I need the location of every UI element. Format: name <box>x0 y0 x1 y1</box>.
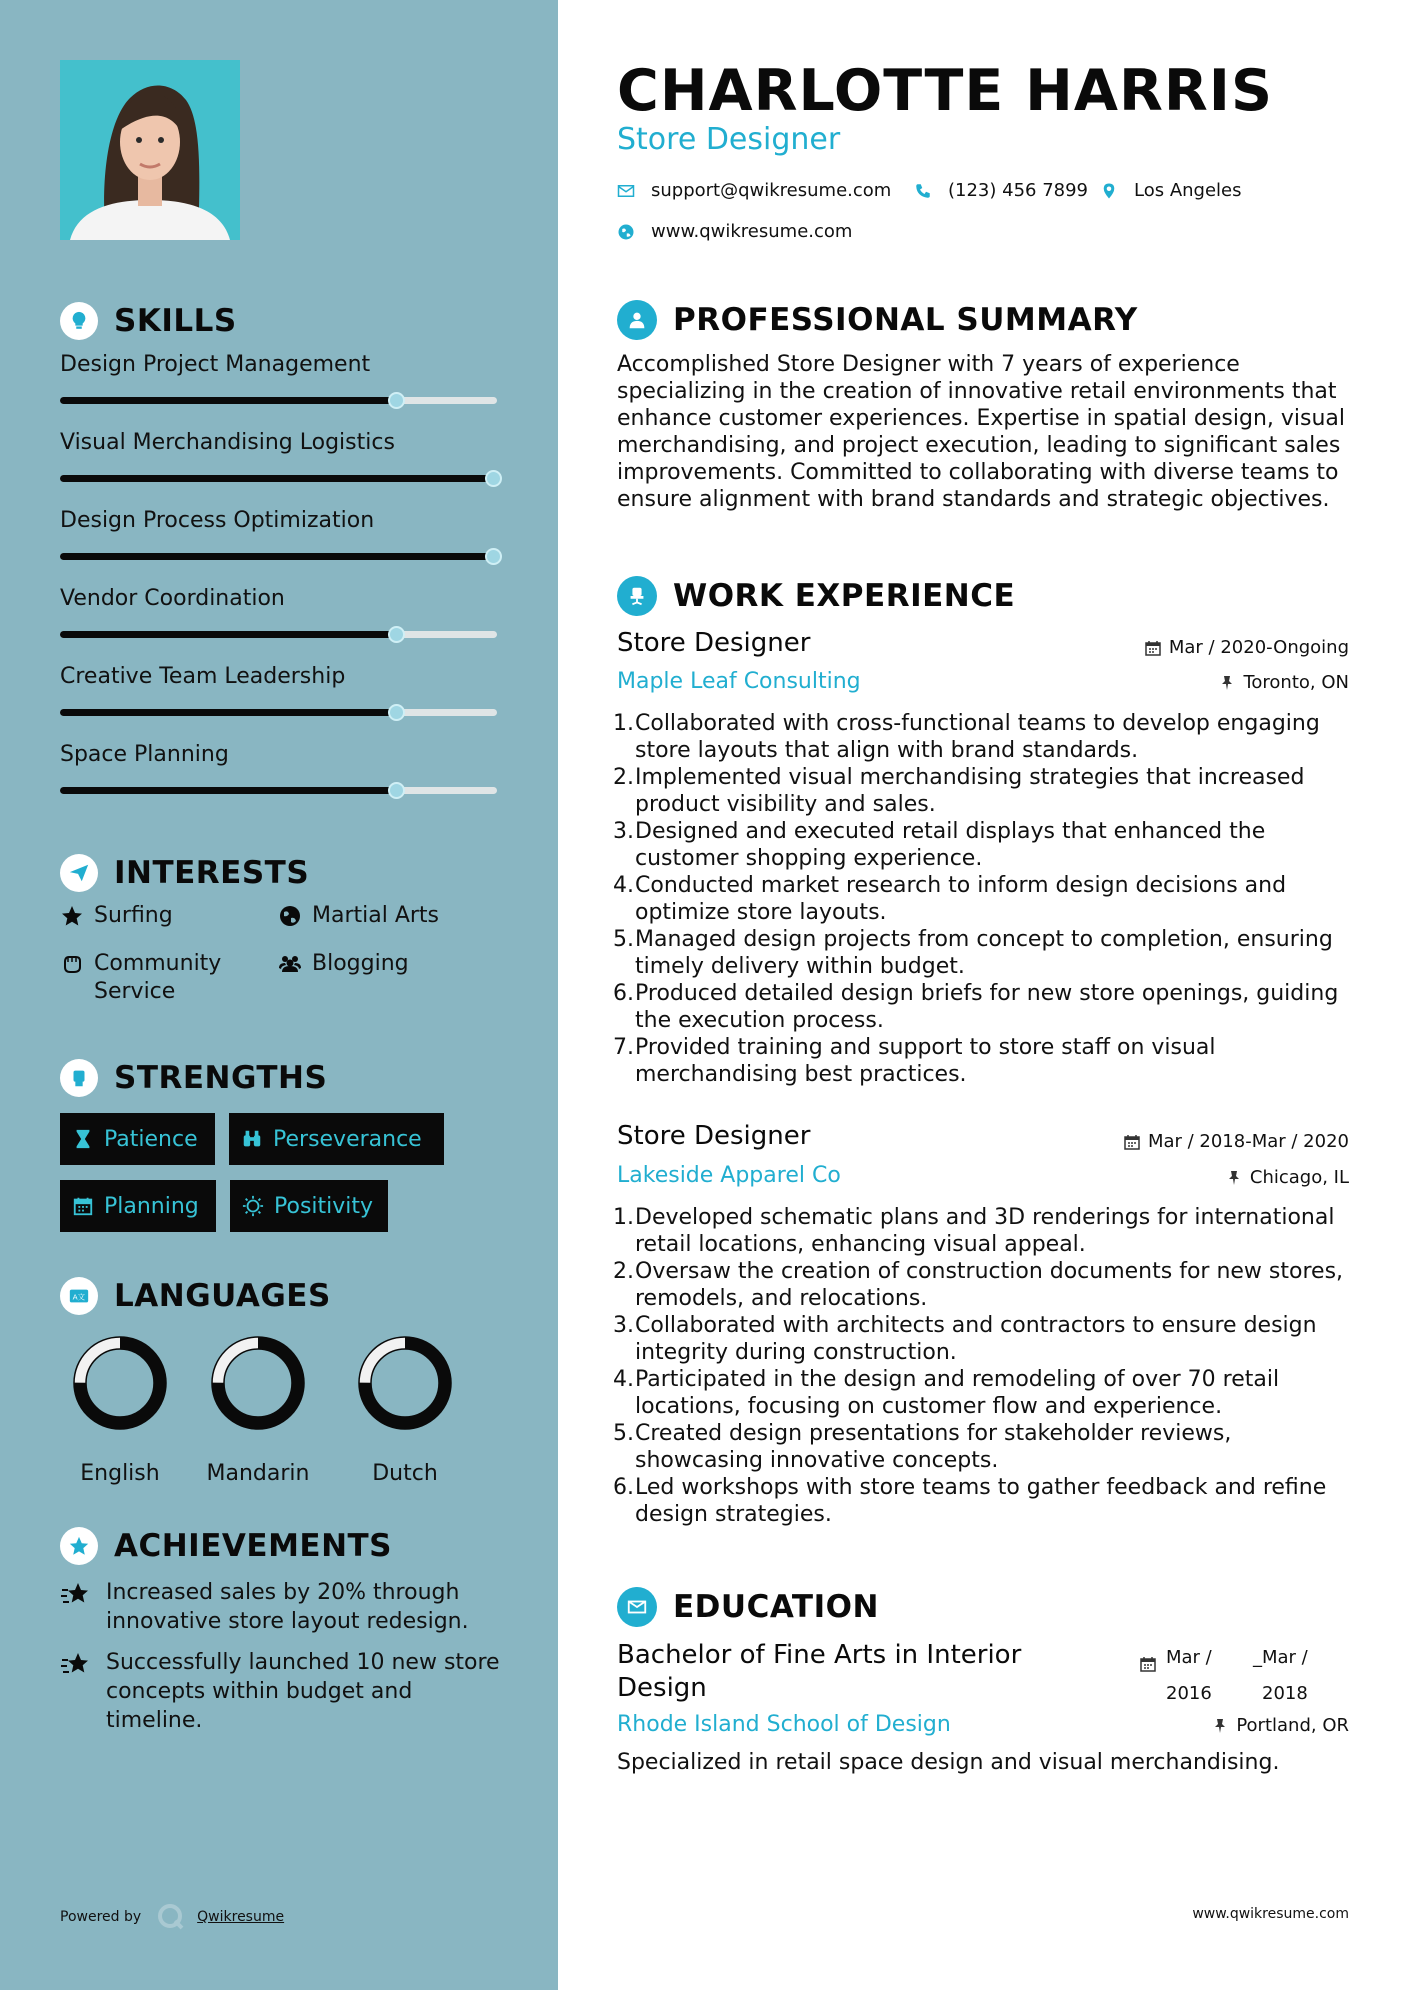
bullet-number: 6. <box>613 981 634 1006</box>
language-item <box>203 1333 313 1486</box>
bullet-number: 1. <box>613 1205 634 1230</box>
calendar-icon <box>1140 1656 1156 1676</box>
skill-bar-handle <box>485 548 502 565</box>
bullet-number: 7. <box>613 1035 634 1060</box>
pushpin-icon <box>1226 1170 1242 1186</box>
bullet-item <box>612 980 1357 1034</box>
bullet-number: 6. <box>613 1475 634 1500</box>
skill-name: Visual Merchandising Logistics <box>60 430 395 455</box>
bullet-item <box>612 1204 1357 1258</box>
bullet-text: Participated in the design and remodeling of over 70 retail locations, focusing on customer flow and experience. <box>635 1367 1280 1419</box>
bullet-text: Managed design projects from concept to completion, ensuring timely delivery within budget. <box>635 927 1333 979</box>
bullet-item <box>612 1258 1357 1312</box>
bullet-number: 1. <box>613 711 634 736</box>
achievement-item: Increased sales by 20% through innovative store layout redesign. <box>60 1578 500 1636</box>
skill-name: Space Planning <box>60 742 229 767</box>
achievements-heading: ACHIEVEMENTS <box>60 1527 392 1565</box>
star-badge-icon <box>60 1527 98 1565</box>
skill-bar-fill <box>60 397 396 404</box>
phone-icon <box>914 182 932 200</box>
svg-text:A文: A文 <box>72 1292 85 1302</box>
bullet-text: Collaborated with architects and contractors to ensure design integrity during construction. <box>635 1313 1317 1365</box>
bullet-number: 4. <box>613 1367 634 1392</box>
skill-bar-fill <box>60 787 396 794</box>
globe-icon <box>278 904 302 928</box>
bullet-text: Provided training and support to store staff on visual merchandising best practices. <box>635 1035 1216 1087</box>
strength-tag: Positivity <box>230 1180 388 1232</box>
skill-bar-handle <box>388 392 405 409</box>
school-name: Rhode Island School of Design <box>617 1712 951 1737</box>
language-name: English <box>80 1461 160 1486</box>
lightbulb-icon <box>60 302 98 340</box>
skill-bar-fill <box>60 475 493 482</box>
bullet-item <box>612 1312 1357 1366</box>
skill-bar-handle <box>485 470 502 487</box>
candidate-name: CHARLOTTE HARRIS <box>617 58 1273 124</box>
skill-bar-fill <box>60 553 493 560</box>
bullet-number: 5. <box>613 927 634 952</box>
fist-icon <box>60 1059 98 1097</box>
strength-tag: Planning <box>60 1180 216 1232</box>
bullet-item <box>612 710 1357 764</box>
ring-outline <box>86 1349 154 1417</box>
education-end-date: _Mar / 2018 <box>1253 1647 1308 1704</box>
job-location: Chicago, IL <box>1226 1167 1349 1188</box>
bullet-text: Created design presentations for stakeholder reviews, showcasing innovative concepts. <box>635 1421 1232 1473</box>
skills-heading: SKILLS <box>60 302 237 340</box>
candidate-title: Store Designer <box>617 122 841 157</box>
strengths-heading: STRENGTHS <box>60 1059 327 1097</box>
pushpin-icon <box>1219 675 1235 691</box>
skill-bar-handle <box>388 626 405 643</box>
users-icon <box>278 952 302 976</box>
bullet-text: Designed and executed retail displays that enhanced the customer shopping experience. <box>635 819 1266 871</box>
qwikresume-link[interactable]: Qwikresume <box>197 1909 285 1925</box>
graduation-icon <box>617 1587 657 1627</box>
qwikresume-logo-icon <box>157 1903 185 1931</box>
skill-bar <box>60 397 497 404</box>
bullet-number: 2. <box>613 765 634 790</box>
paper-plane-icon <box>60 854 98 892</box>
languages-heading: A文 LANGUAGES <box>60 1277 331 1315</box>
bullet-number: 3. <box>613 819 634 844</box>
strength-tag: Patience <box>60 1113 215 1165</box>
skill-bar <box>60 709 497 716</box>
globe-icon <box>617 223 635 241</box>
office-chair-icon <box>617 576 657 616</box>
skill-bar <box>60 631 497 638</box>
sun-icon <box>242 1195 264 1217</box>
education-description: Specialized in retail space design and visual merchandising. <box>617 1750 1280 1775</box>
powered-by: Powered by Qwikresume <box>60 1903 284 1931</box>
envelope-icon <box>617 182 635 200</box>
summary-heading: PROFESSIONAL SUMMARY <box>617 300 1138 340</box>
sidebar <box>0 0 558 1990</box>
hourglass-icon <box>72 1128 94 1150</box>
bullet-text: Implemented visual merchandising strategies that increased product visibility and sales. <box>635 765 1305 817</box>
bullet-item <box>612 926 1357 980</box>
ring-outline <box>371 1349 439 1417</box>
work-experience-heading: WORK EXPERIENCE <box>617 576 1015 616</box>
star-icon <box>60 904 84 928</box>
bullet-number: 5. <box>613 1421 634 1446</box>
job-location: Toronto, ON <box>1219 672 1349 693</box>
bullet-text: Developed schematic plans and 3D renderings for international retail locations, enhancing visual appeal. <box>635 1205 1335 1257</box>
contact-email[interactable]: support@qwikresume.com <box>617 180 891 201</box>
company-name: Maple Leaf Consulting <box>617 669 861 694</box>
bullet-item <box>612 1474 1357 1528</box>
skill-name: Creative Team Leadership <box>60 664 346 689</box>
language-progress-ring <box>355 1333 455 1433</box>
hand-icon <box>60 952 84 976</box>
pushpin-icon <box>1212 1718 1228 1734</box>
skill-name: Vendor Coordination <box>60 586 285 611</box>
job-title: Store Designer <box>617 628 811 658</box>
bullet-item <box>612 1420 1357 1474</box>
ring-outline <box>224 1349 292 1417</box>
person-portrait-icon <box>60 60 240 240</box>
bullet-text: Oversaw the creation of construction documents for new stores, remodels, and relocations. <box>635 1259 1344 1311</box>
skill-bar <box>60 475 497 482</box>
bullet-text: Led workshops with store teams to gather feedback and refine design strategies. <box>635 1475 1327 1527</box>
bullet-number: 2. <box>613 1259 634 1284</box>
job-dates: Mar / 2018-Mar / 2020 <box>1124 1131 1349 1152</box>
interests-heading: INTERESTS <box>60 854 309 892</box>
skill-bar <box>60 787 497 794</box>
contact-phone[interactable]: (123) 456 7899 <box>914 180 1088 201</box>
profile-photo <box>60 60 240 240</box>
company-name: Lakeside Apparel Co <box>617 1163 841 1188</box>
calendar-icon <box>72 1195 94 1217</box>
summary-text: Accomplished Store Designer with 7 years of experience specializing in the creation of innovative retail environments that enhance customer experiences. Expertise in spatial design, visual merchandising, and project execution, leading to significant sales improvements. Committed to collaborating with diverse teams to ensure alignment with brand standards and strategic objectives. <box>617 352 1346 512</box>
bullet-text: Collaborated with cross-functional teams to develop engaging store layouts that align with brand standards. <box>635 711 1320 763</box>
language-progress-ring <box>70 1333 170 1433</box>
bullet-item <box>612 1366 1357 1420</box>
bullet-item <box>612 818 1357 872</box>
language-progress-ring <box>208 1333 308 1433</box>
skill-bar-fill <box>60 709 396 716</box>
education-heading: EDUCATION <box>617 1587 879 1627</box>
contact-location: Los Angeles <box>1100 180 1242 201</box>
star-burst-icon <box>60 1650 92 1680</box>
strength-tag: Perseverance <box>229 1113 444 1165</box>
language-item <box>65 1333 175 1486</box>
job-dates: Mar / 2020-Ongoing <box>1145 637 1349 658</box>
job-title: Store Designer <box>617 1121 811 1151</box>
calendar-icon <box>1145 640 1161 656</box>
skill-bar-fill <box>60 631 396 638</box>
interest-item: Blogging <box>278 950 409 978</box>
skill-bar <box>60 553 497 560</box>
skill-bar-handle <box>388 782 405 799</box>
school-location: Portland, OR <box>1212 1715 1349 1736</box>
degree-title: Bachelor of Fine Arts in Interior Design <box>617 1640 1022 1703</box>
footer-website-link[interactable]: www.qwikresume.com <box>1192 1906 1349 1922</box>
job-responsibilities <box>612 1204 1357 1528</box>
interest-item: Martial Arts <box>278 902 439 930</box>
bullet-text: Conducted market research to inform design decisions and optimize store layouts. <box>635 873 1287 925</box>
bullet-text: Produced detailed design briefs for new store openings, guiding the execution process. <box>635 981 1339 1033</box>
user-icon <box>617 300 657 340</box>
bullet-number: 4. <box>613 873 634 898</box>
map-pin-icon <box>1100 182 1118 200</box>
skill-name: Design Project Management <box>60 352 371 377</box>
skill-name: Design Process Optimization <box>60 508 375 533</box>
language-item <box>350 1333 460 1486</box>
bullet-item <box>612 1034 1357 1088</box>
bullet-item <box>612 764 1357 818</box>
language-card-icon <box>60 1277 98 1315</box>
binoculars-icon <box>241 1128 263 1150</box>
achievement-item: Successfully launched 10 new store concepts within budget and timeline. <box>60 1648 500 1735</box>
language-name: Mandarin <box>206 1461 310 1486</box>
language-name: Dutch <box>372 1461 438 1486</box>
skill-bar-handle <box>388 704 405 721</box>
calendar-icon <box>1124 1134 1140 1150</box>
interest-item: Surfing <box>60 902 173 930</box>
star-burst-icon <box>60 1580 92 1610</box>
bullet-number: 3. <box>613 1313 634 1338</box>
interest-item: Community Service <box>60 950 260 1006</box>
education-start-date: Mar / 2016 <box>1166 1647 1212 1704</box>
contact-website[interactable]: www.qwikresume.com <box>617 221 852 242</box>
job-responsibilities <box>612 710 1357 1088</box>
bullet-item <box>612 872 1357 926</box>
